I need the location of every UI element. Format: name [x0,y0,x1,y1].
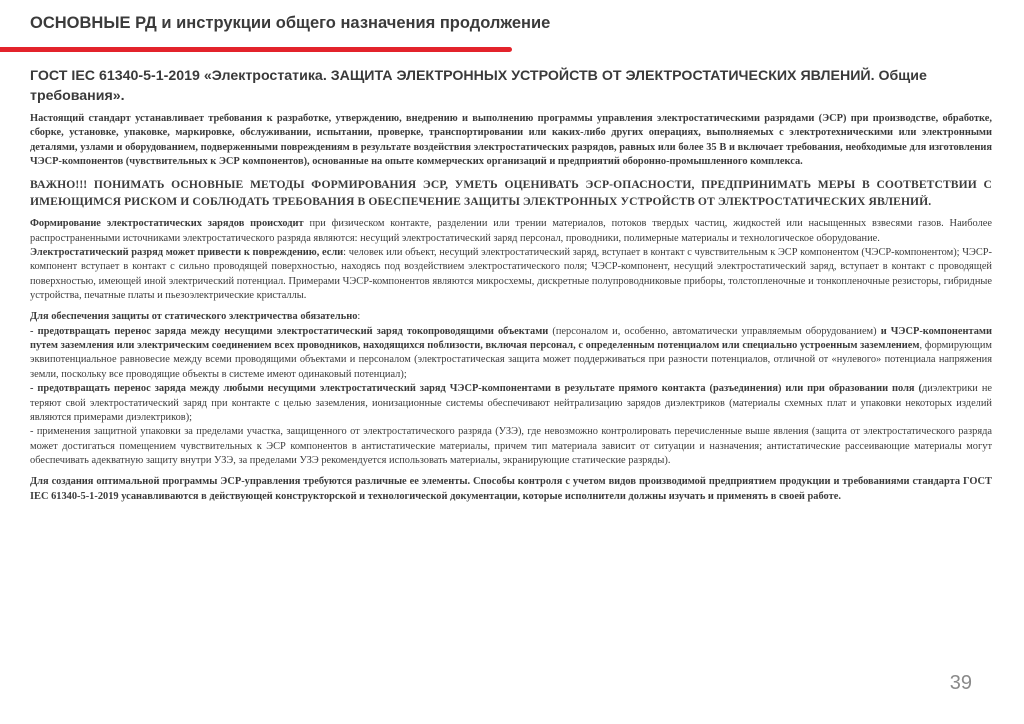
accent-divider [0,47,512,52]
damage-paragraph [30,246,992,303]
intro-paragraph: Настоящий стандарт устанавливает требования к разработке, утверждению, внедрению и выполнению программы управления электростатическими разрядами (ЭСР) при производстве, обработке, сборке, установке, упаковке, маркировке, обслуживании, испытании, проверке, транспортировании или каких-либо других операциях, выполняемых с электротехническими или электронными деталями, узлами и оборудованием, подверженными повреждениям в результате воздействия электростатических разрядов, равных или более 35 В и включает требования, необходимые для изготовления ЧЭСР-компонентов (чувствительных к ЭСР компонентов), основанные на опыте коммерческих организаций и предприятий оборонно-промышленного комплекса. [30,113,992,168]
protection-item-1: - предотвращать перенос заряда между несущими электростатический заряд токопроводящими объектами (персоналом и, особенно, автоматически управляемым оборудованием) и ЧЭСР-компонентами путем заземления или электрическим соединением всех проводников, находящихся поблизости, включая персонал, с определенным потенциалом или специально устроенным заземлением, формирующим эквипотенциальное равновесие между всеми проводящими объектами и персоналом (электростатическая защита может поддерживаться при разности потенциалов, отличной от «нулевого» потенциала напряжения земли, поскольку все проводящие объекты в системе имеют одинаковый потенциал); [30,325,992,380]
document-body [30,112,992,504]
damage-lead: Электростатический разряд может привести к повреждению, если [30,247,344,259]
formation-text: при физическом контакте, разделении или трении материалов, потоков твердых частиц, жидкостей или насыщенных взвесями газов. Наиболее распространенными источниками электростатического разряда являются: несущий электростатический заряд персонал, проводники, полимерные материалы и технологическое оборудование. [30,218,992,244]
conclusion-paragraph: Для создания оптимальной программы ЭСР-управления требуются различные ее элементы. Способы контроля с учетом видов производимой предприятием продукции и требованиями стандарта ГОСТ IEC 61340-5-1-2019 усанавливаются в действующей конструкторской и технологической документации, которые исполнители должны изучать и применять в своей работе. [30,476,992,502]
protection-heading: Для обеспечения защиты от статического электричества обязательно: [30,311,361,323]
page-title: ОСНОВНЫЕ РД и инструкции общего назначения продолжение [30,14,551,32]
important-notice: ВАЖНО!!! ПОНИМАТЬ ОСНОВНЫЕ МЕТОДЫ ФОРМИРОВАНИЯ ЭСР, УМЕТЬ ОЦЕНИВАТЬ ЭСР-ОПАСНОСТИ, ПРЕДПРИНИМАТЬ МЕРЫ В СООТВЕТСТВИИ С ИМЕЮЩИМСЯ РИСКОМ И СОБЛЮДАТЬ ТРЕБОВАНИЯ В ОБЕСПЕЧЕНИЕ ЗАЩИТЫ ЭЛЕКТРОННЫХ УСТРОЙСТВ ОТ ЭЛЕКТРОСТАТИЧЕСКИХ ЯВЛЕНИЙ. [30,178,992,209]
protection-item-2: - предотвращать перенос заряда между любыми несущими электростатический заряд ЧЭСР-компонентами в результате прямого контакта (разъединения) или при образовании поля (диэлектрики не теряют свой электростатический заряд при контакте с целью заземления, ионизационные системы обеспечивают нейтрализацию зарядов диэлектриков (материалы схемных плат и упаковки некоторых изделий являются примерами диэлектриков); [30,383,992,423]
protection-item-3: - применения защитной упаковки за пределами участка, защищенного от электростатического разряда (УЗЭ), где невозможно контролировать перечисленные выше явления (защита от электростатического разряда может достигаться помещением чувствительных к ЭСР компонентов в антистатические материалы, причем тип материала зависит от ситуации и назначения; антистатические рассеивающие материалы могут обеспечивать адекватную защиту внутри УЗЭ, за пределами УЗЭ рекомендуется использовать материалы, экранирующие статические разряды). [30,426,992,466]
page-number: 39 [949,672,972,694]
section-subtitle: ГОСТ IEC 61340-5-1-2019 «Электростатика. ЗАЩИТА ЭЛЕКТРОННЫХ УСТРОЙСТВ ОТ ЭЛЕКТРОСТАТИЧЕСКИХ ЯВЛЕНИЙ. Общие требования». [30,68,927,104]
formation-paragraph [30,217,992,246]
formation-lead: Формирование электростатических зарядов происходит [30,218,304,230]
damage-text: : человек или объект, несущий электростатический заряд, вступает в контакт с чувствительным к ЭСР компонентом (ЧЭСР-компонентом); ЧЭСР-компонент вступает в контакт с сильно проводящей поверхностью, находясь под воздействием электростатического поля; ЧЭСР-компонент, несущий электростатический заряд, вступает в контакт с проводящей поверхностью, имеющей иной электрический потенциал. Примерами ЧЭСР-компонентов являются микросхемы, дискретные полупроводниковые приборы, толстопленочные и тонкопленочные резисторы, гибридные устройства, печатные платы и пьезоэлектрические кристаллы. [30,247,992,302]
